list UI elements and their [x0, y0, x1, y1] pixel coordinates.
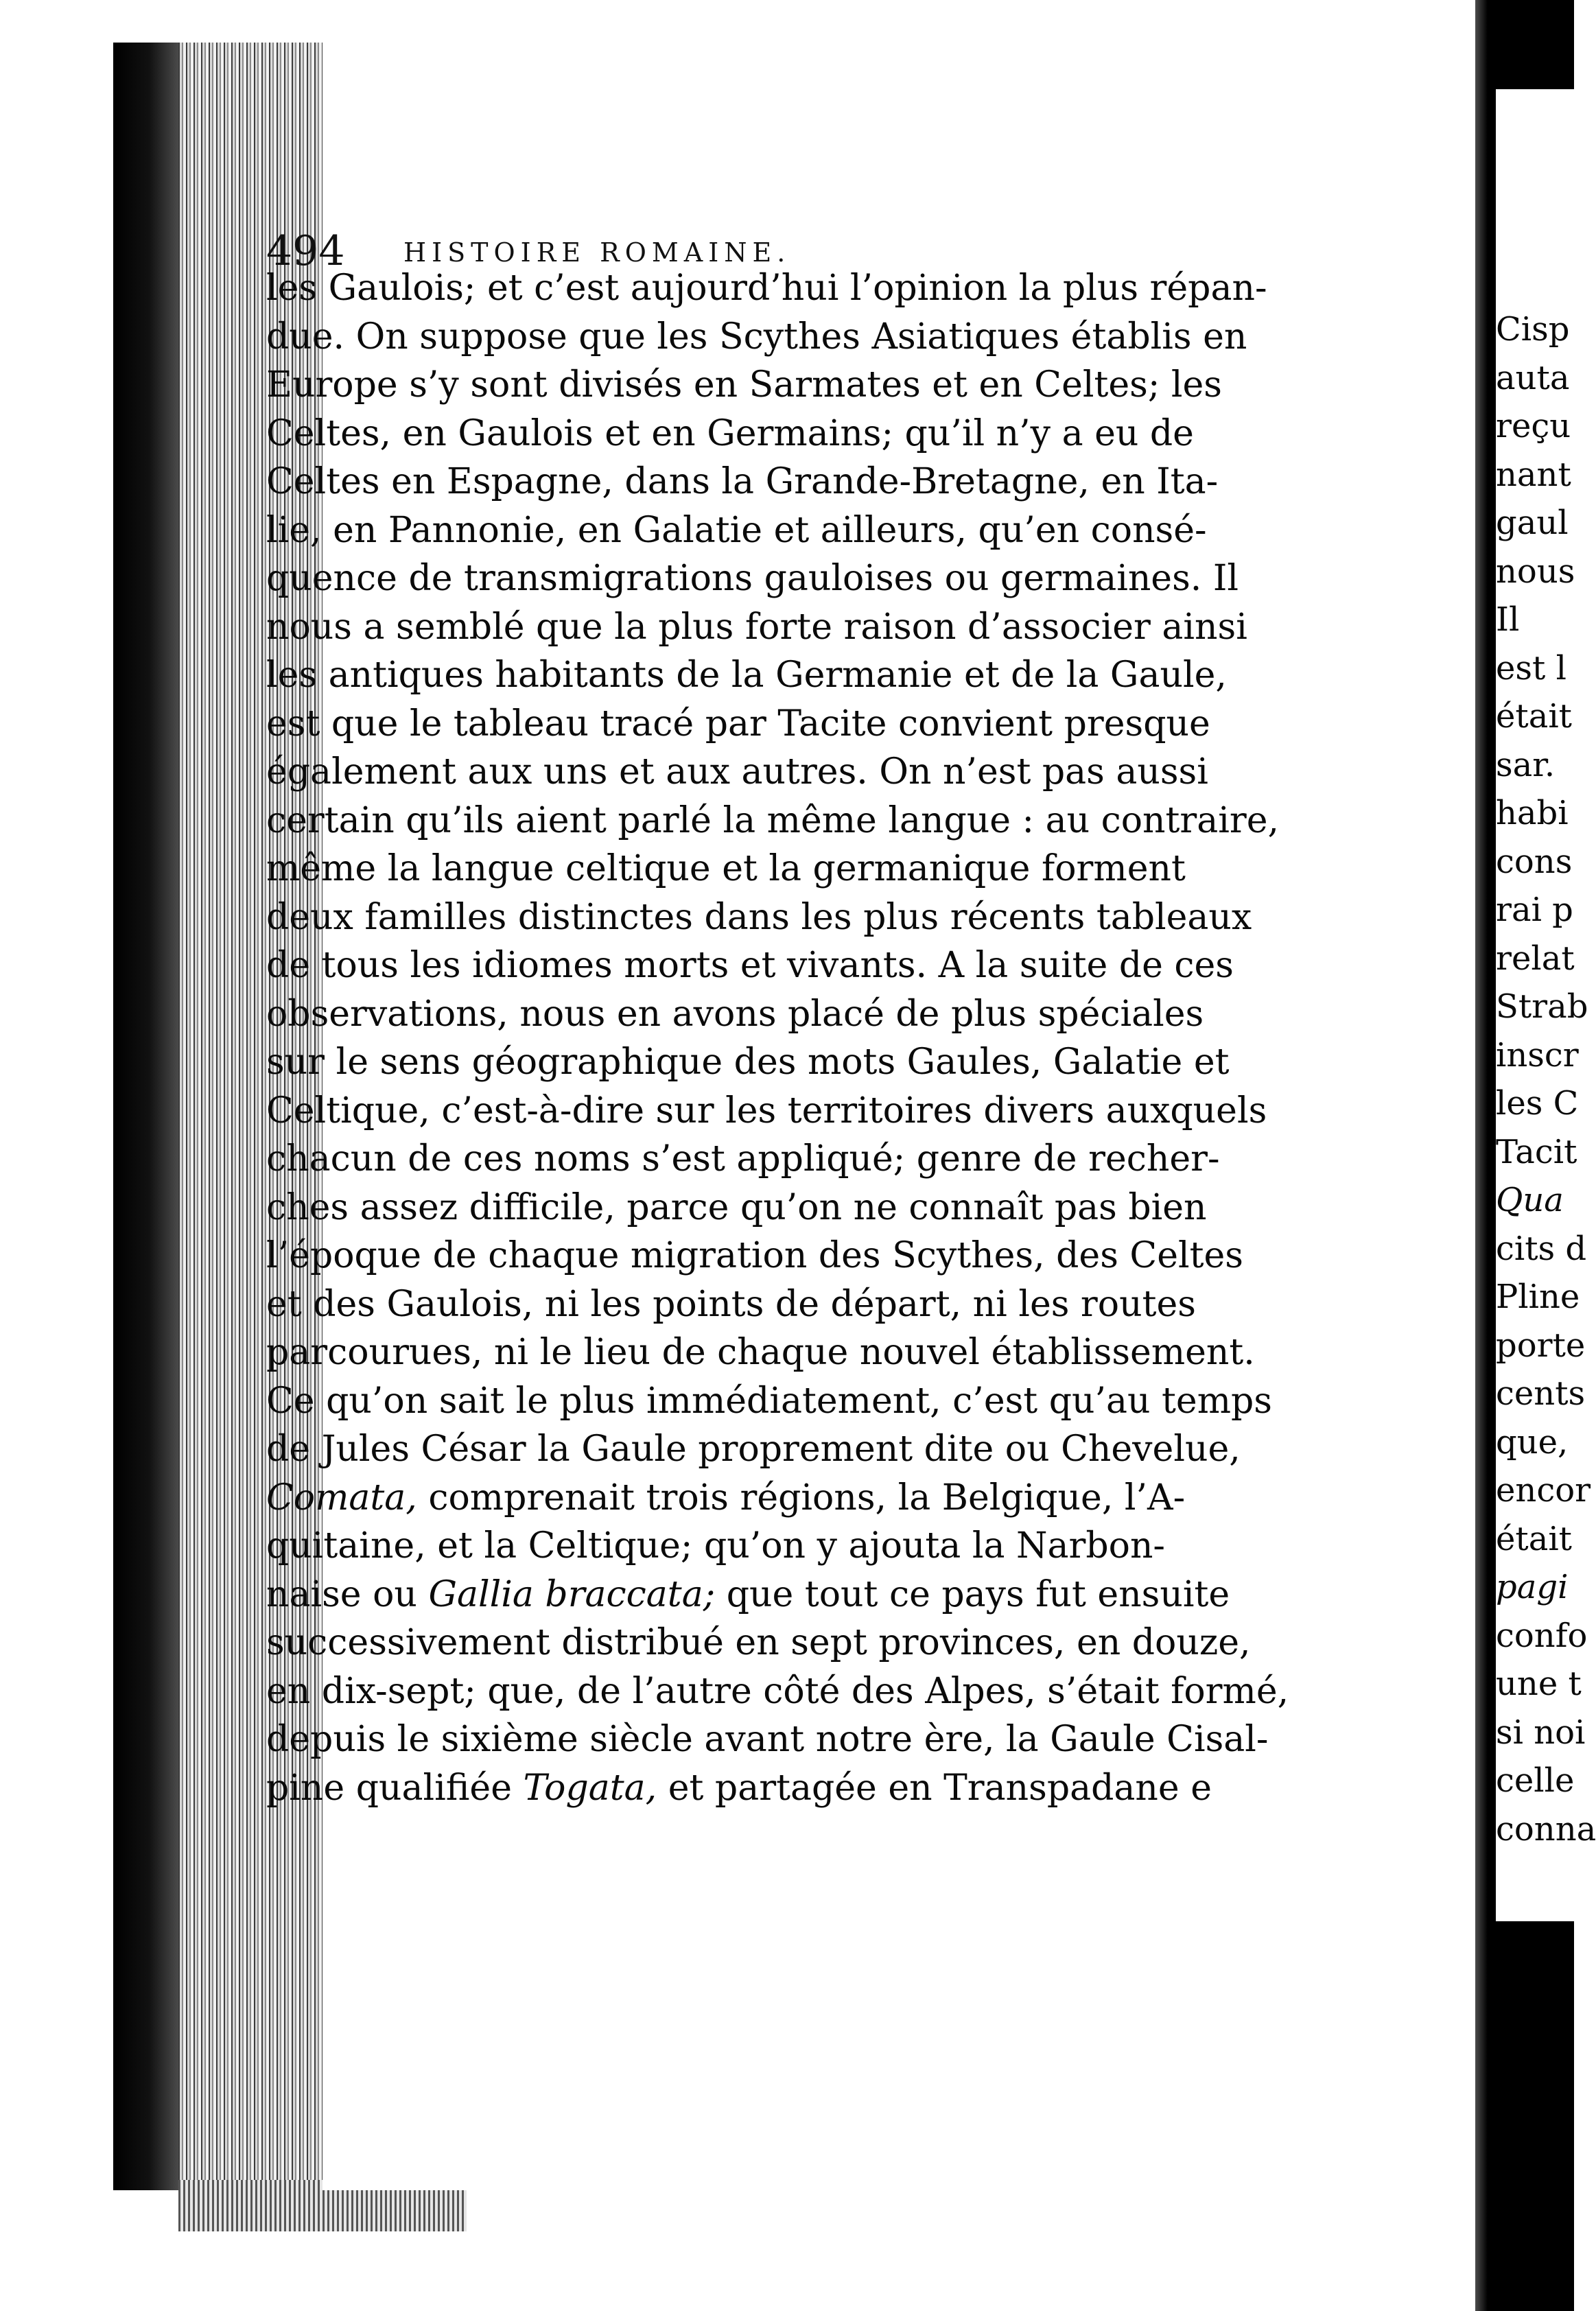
facing-text-line: reçu [1496, 407, 1571, 445]
text-line: les Gaulois; et c’est aujourd’hui l’opinion la plus répan- [266, 268, 1267, 309]
facing-text-line: cits d [1496, 1229, 1587, 1268]
facing-page-shadow-bottom [1496, 1921, 1574, 2311]
facing-text-line: les C [1496, 1084, 1579, 1123]
text-line: deux familles distinctes dans les plus récents tableaux [266, 896, 1252, 938]
text-line: est que le tableau tracé par Tacite convient presque [266, 703, 1210, 744]
facing-text-line: nant [1496, 455, 1571, 494]
facing-page-column [1496, 305, 1596, 1853]
text-line: due. On suppose que les Scythes Asiatiques établis en [266, 316, 1247, 357]
facing-text-line: Pline [1496, 1278, 1580, 1316]
text-line: lie, en Pannonie, en Galatie et ailleurs, qu’en consé- [266, 509, 1207, 551]
facing-text-line: gaul [1496, 504, 1569, 542]
text-line: en dix-sept; que, de l’autre côté des Alpes, s’était formé, [266, 1670, 1289, 1712]
text-line: de Jules César la Gaule proprement dite ou Chevelue, [266, 1429, 1241, 1470]
text-line: l’époque de chaque migration des Scythes, des Celtes [266, 1235, 1243, 1276]
facing-text-line: cons [1496, 842, 1573, 881]
book-gutter [1475, 0, 1496, 2311]
text-line: depuis le sixième siècle avant notre ère, la Gaule Cisal- [266, 1719, 1269, 1760]
facing-text-line: Strab [1496, 987, 1588, 1026]
text-line: Celtique, c’est-à-dire sur les territoires divers auxquels [266, 1090, 1267, 1131]
text-run: naise ou [266, 1573, 429, 1615]
text-line: nous a semblé que la plus forte raison d’associer ainsi [266, 606, 1247, 648]
facing-text-line: porte [1496, 1326, 1586, 1365]
italic-term: Togata, [523, 1767, 657, 1809]
text-run: pine qualifiée [266, 1767, 524, 1809]
page-number: 494 [266, 227, 345, 275]
body-text [266, 264, 1289, 1812]
text-line: Ce qu’on sait le plus immédiatement, c’est qu’au temps [266, 1380, 1272, 1422]
text-line: successivement distribué en sept provinces, en douze, [266, 1622, 1251, 1663]
facing-text-line: est l [1496, 648, 1566, 688]
text-line: quence de transmigrations gauloises ou germaines. Il [266, 558, 1239, 599]
text-line [266, 1764, 1212, 1813]
text-line [266, 1571, 1230, 1619]
text-run: comprenait trois régions, la Belgique, l’A- [416, 1477, 1186, 1518]
text-line: et des Gaulois, ni les points de départ, ni les routes [266, 1283, 1196, 1325]
facing-text-line: une t [1496, 1665, 1582, 1703]
text-line: les antiques habitants de la Germanie et de la Gaule, [266, 655, 1227, 696]
facing-text-line: Tacit [1496, 1132, 1577, 1171]
text-line: de tous les idiomes morts et vivants. A la suite de ces [266, 945, 1234, 986]
text-line: certain qu’ils aient parlé la même langue : au contraire, [266, 799, 1280, 841]
text-run: et partagée en Transpadane e [657, 1767, 1212, 1809]
text-line: sur le sens géographique des mots Gaules, Galatie et [266, 1042, 1230, 1083]
facing-text-line: cents [1496, 1374, 1586, 1413]
running-title: HISTOIRE ROMAINE. [403, 237, 791, 268]
facing-text-line: Qua [1496, 1181, 1564, 1219]
facing-text-line: auta [1496, 358, 1570, 397]
text-line: observations, nous en avons placé de plus spéciales [266, 993, 1204, 1035]
facing-text-line: habi [1496, 794, 1569, 832]
facing-text-line: inscr [1496, 1035, 1579, 1075]
italic-term: Comata, [266, 1477, 417, 1518]
facing-text-line: que, [1496, 1422, 1569, 1462]
facing-text-line: relat [1496, 939, 1575, 978]
facing-text-line: encor [1496, 1471, 1591, 1510]
text-line: quitaine, et la Celtique; qu’on y ajouta la Narbon- [266, 1525, 1166, 1567]
facing-text-line: sar. [1496, 745, 1556, 784]
facing-page-shadow-top [1496, 0, 1574, 89]
facing-text-line: nous [1496, 552, 1575, 591]
text-line: également aux uns et aux autres. On n’est pas aussi [266, 751, 1208, 793]
facing-text-line: Il [1496, 600, 1520, 639]
text-line: chacun de ces noms s’est appliqué; genre de recher- [266, 1138, 1220, 1180]
text-run: que tout ce pays fut ensuite [715, 1573, 1230, 1615]
text-line: Celtes, en Gaulois et en Germains; qu’il n’y a eu de [266, 412, 1194, 454]
facing-text-line: confo [1496, 1616, 1588, 1655]
facing-text-line: était [1496, 1519, 1572, 1558]
facing-text-line: pagi [1496, 1568, 1569, 1606]
text-line: même la langue celtique et la germanique forment [266, 848, 1186, 889]
facing-text-line: rai p [1496, 891, 1573, 929]
text-line [266, 1474, 1186, 1523]
facing-text-line: était [1496, 697, 1572, 736]
text-line: parcourues, ni le lieu de chaque nouvel établissement. [266, 1332, 1255, 1373]
italic-term: Gallia braccata; [428, 1573, 716, 1615]
text-line: ches assez difficile, parce qu’on ne connaît pas bien [266, 1186, 1207, 1228]
book-edge-shadow [113, 43, 178, 2190]
facing-text-line: celle [1496, 1761, 1575, 1800]
facing-text-line: si noi [1496, 1713, 1586, 1752]
text-line: Europe s’y sont divisés en Sarmates et en Celtes; les [266, 364, 1222, 406]
facing-text-line: Cisp [1496, 310, 1570, 349]
text-line: Celtes en Espagne, dans la Grande-Bretagne, en Ita- [266, 461, 1219, 502]
facing-text-line: conna [1496, 1809, 1596, 1849]
